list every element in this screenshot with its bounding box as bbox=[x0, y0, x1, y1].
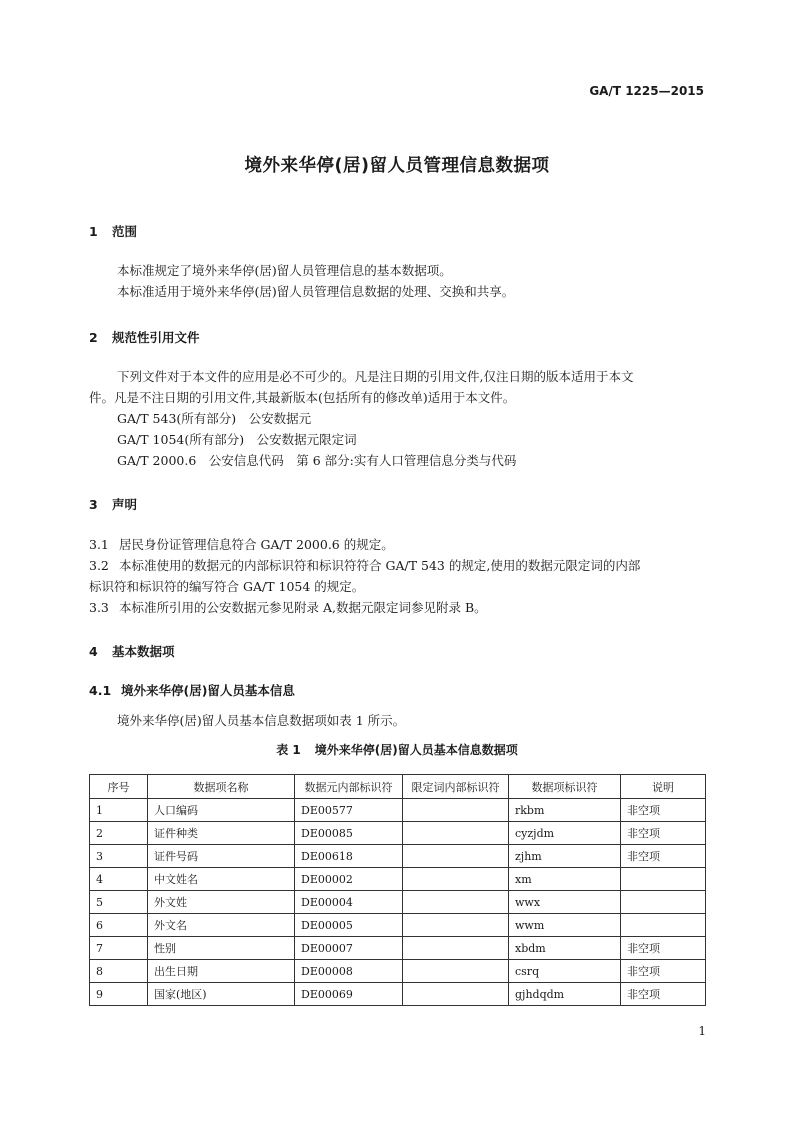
table-cell: xm bbox=[509, 868, 621, 891]
table-cell: 8 bbox=[90, 960, 148, 983]
table-cell: DE00007 bbox=[295, 937, 403, 960]
paragraph-line: 件。凡是不注日期的引用文件,其最新版本(包括所有的修改单)适用于本文件。 bbox=[89, 390, 516, 405]
table-cell bbox=[403, 937, 509, 960]
table-title: 境外来华停(居)留人员基本信息数据项 bbox=[314, 743, 518, 757]
table-cell: 4 bbox=[90, 868, 148, 891]
table-cell: rkbm bbox=[509, 799, 621, 822]
section-heading-normative bbox=[89, 328, 200, 346]
table-cell bbox=[403, 845, 509, 868]
table-cell: wwm bbox=[509, 914, 621, 937]
document-title: 境外来华停(居)留人员管理信息数据项 bbox=[244, 156, 550, 176]
paragraph: 境外来华停(居)留人员基本信息数据项如表 1 所示。 bbox=[117, 713, 406, 728]
clause-continuation: 标识符和标识符的编写符合 GA/T 1054 的规定。 bbox=[89, 579, 365, 594]
section-number: 4 bbox=[89, 644, 98, 659]
section-heading-scope bbox=[89, 222, 137, 240]
scope-body bbox=[89, 260, 706, 302]
table-cell: zjhm bbox=[509, 845, 621, 868]
table-cell bbox=[621, 914, 706, 937]
table-cell: 非空项 bbox=[621, 983, 706, 1006]
table-cell bbox=[403, 983, 509, 1006]
table-cell: DE00085 bbox=[295, 822, 403, 845]
standard-code: GA/T 1225—2015 bbox=[589, 84, 704, 98]
subsection-title: 境外来华停(居)留人员基本信息 bbox=[121, 683, 295, 698]
section-title: 基本数据项 bbox=[112, 644, 175, 659]
section-title: 范围 bbox=[112, 224, 138, 239]
table-cell: DE00069 bbox=[295, 983, 403, 1006]
clause-number: 3.3 bbox=[89, 600, 109, 615]
table-cell: 非空项 bbox=[621, 960, 706, 983]
normative-body bbox=[89, 366, 706, 471]
reference-item: GA/T 2000.6 公安信息代码 第 6 部分:实有人口管理信息分类与代码 bbox=[117, 453, 517, 468]
table-cell: 外文姓 bbox=[148, 891, 295, 914]
table-row bbox=[90, 891, 706, 914]
table-cell: gjhdqdm bbox=[509, 983, 621, 1006]
paragraph: 本标准规定了境外来华停(居)留人员管理信息的基本数据项。 bbox=[117, 263, 452, 278]
table-cell bbox=[621, 868, 706, 891]
subsection-heading-basic-info bbox=[89, 681, 295, 699]
reference-item: GA/T 543(所有部分) 公安数据元 bbox=[117, 411, 312, 426]
section-number: 2 bbox=[89, 330, 98, 345]
column-header: 数据项名称 bbox=[148, 775, 295, 799]
table-row bbox=[90, 799, 706, 822]
table-cell: 非空项 bbox=[621, 937, 706, 960]
statement-body bbox=[89, 534, 706, 618]
table-row bbox=[90, 845, 706, 868]
column-header: 序号 bbox=[90, 775, 148, 799]
table-cell: 证件号码 bbox=[148, 845, 295, 868]
table-cell bbox=[403, 914, 509, 937]
table-cell: cyzjdm bbox=[509, 822, 621, 845]
clause-number: 3.2 bbox=[89, 558, 109, 573]
table-row bbox=[90, 960, 706, 983]
table-cell: csrq bbox=[509, 960, 621, 983]
clause-text: 本标准使用的数据元的内部标识符和标识符符合 GA/T 543 的规定,使用的数据元限定词的内部 bbox=[119, 558, 641, 573]
table-cell: 7 bbox=[90, 937, 148, 960]
table-caption bbox=[0, 741, 794, 758]
clause-number: 3.1 bbox=[89, 537, 109, 552]
table-cell: 6 bbox=[90, 914, 148, 937]
section-heading-basic-items bbox=[89, 642, 175, 660]
table-row bbox=[90, 914, 706, 937]
clause-text: 居民身份证管理信息符合 GA/T 2000.6 的规定。 bbox=[119, 537, 394, 552]
table-cell: 外文名 bbox=[148, 914, 295, 937]
section-number: 3 bbox=[89, 497, 98, 512]
clause bbox=[89, 597, 706, 618]
column-header: 数据项标识符 bbox=[509, 775, 621, 799]
table-cell: xbdm bbox=[509, 937, 621, 960]
data-items-table bbox=[89, 774, 706, 1006]
table-row bbox=[90, 937, 706, 960]
table-cell bbox=[403, 960, 509, 983]
paragraph-line: 下列文件对于本文件的应用是必不可少的。凡是注日期的引用文件,仅注日期的版本适用于本文 bbox=[117, 369, 634, 384]
page-number: 1 bbox=[698, 1024, 706, 1038]
column-header: 数据元内部标识符 bbox=[295, 775, 403, 799]
table-header-row bbox=[90, 775, 706, 799]
table-cell: DE00005 bbox=[295, 914, 403, 937]
table-cell: 9 bbox=[90, 983, 148, 1006]
table-cell: 非空项 bbox=[621, 845, 706, 868]
table-cell bbox=[621, 891, 706, 914]
basic-info-body bbox=[89, 710, 706, 731]
table-cell: 中文姓名 bbox=[148, 868, 295, 891]
table-cell: DE00577 bbox=[295, 799, 403, 822]
table-cell: 出生日期 bbox=[148, 960, 295, 983]
table-cell: DE00618 bbox=[295, 845, 403, 868]
table-cell: DE00002 bbox=[295, 868, 403, 891]
table-row bbox=[90, 822, 706, 845]
table-cell: 非空项 bbox=[621, 822, 706, 845]
section-title: 声明 bbox=[112, 497, 138, 512]
clause bbox=[89, 534, 706, 555]
clause-text: 本标准所引用的公安数据元参见附录 A,数据元限定词参见附录 B。 bbox=[119, 600, 487, 615]
table-cell bbox=[403, 891, 509, 914]
table-row bbox=[90, 983, 706, 1006]
column-header: 说明 bbox=[621, 775, 706, 799]
column-header: 限定词内部标识符 bbox=[403, 775, 509, 799]
paragraph: 本标准适用于境外来华停(居)留人员管理信息数据的处理、交换和共享。 bbox=[117, 284, 515, 299]
table-cell: 性别 bbox=[148, 937, 295, 960]
table-cell: 非空项 bbox=[621, 799, 706, 822]
section-heading-statement bbox=[89, 495, 137, 513]
section-title: 规范性引用文件 bbox=[112, 330, 200, 345]
table-cell bbox=[403, 868, 509, 891]
reference-item: GA/T 1054(所有部分) 公安数据元限定词 bbox=[117, 432, 357, 447]
table-cell: wwx bbox=[509, 891, 621, 914]
table-cell: 人口编码 bbox=[148, 799, 295, 822]
table-row bbox=[90, 868, 706, 891]
table-cell bbox=[403, 822, 509, 845]
table-label: 表 1 bbox=[276, 743, 301, 757]
table-cell: 国家(地区) bbox=[148, 983, 295, 1006]
table-cell: 3 bbox=[90, 845, 148, 868]
table-cell: 2 bbox=[90, 822, 148, 845]
table-cell: DE00008 bbox=[295, 960, 403, 983]
section-number: 1 bbox=[89, 224, 98, 239]
subsection-number: 4.1 bbox=[89, 683, 112, 698]
table-cell: DE00004 bbox=[295, 891, 403, 914]
table-cell: 5 bbox=[90, 891, 148, 914]
table-cell: 证件种类 bbox=[148, 822, 295, 845]
table-cell: 1 bbox=[90, 799, 148, 822]
table-cell bbox=[403, 799, 509, 822]
clause bbox=[89, 555, 706, 576]
